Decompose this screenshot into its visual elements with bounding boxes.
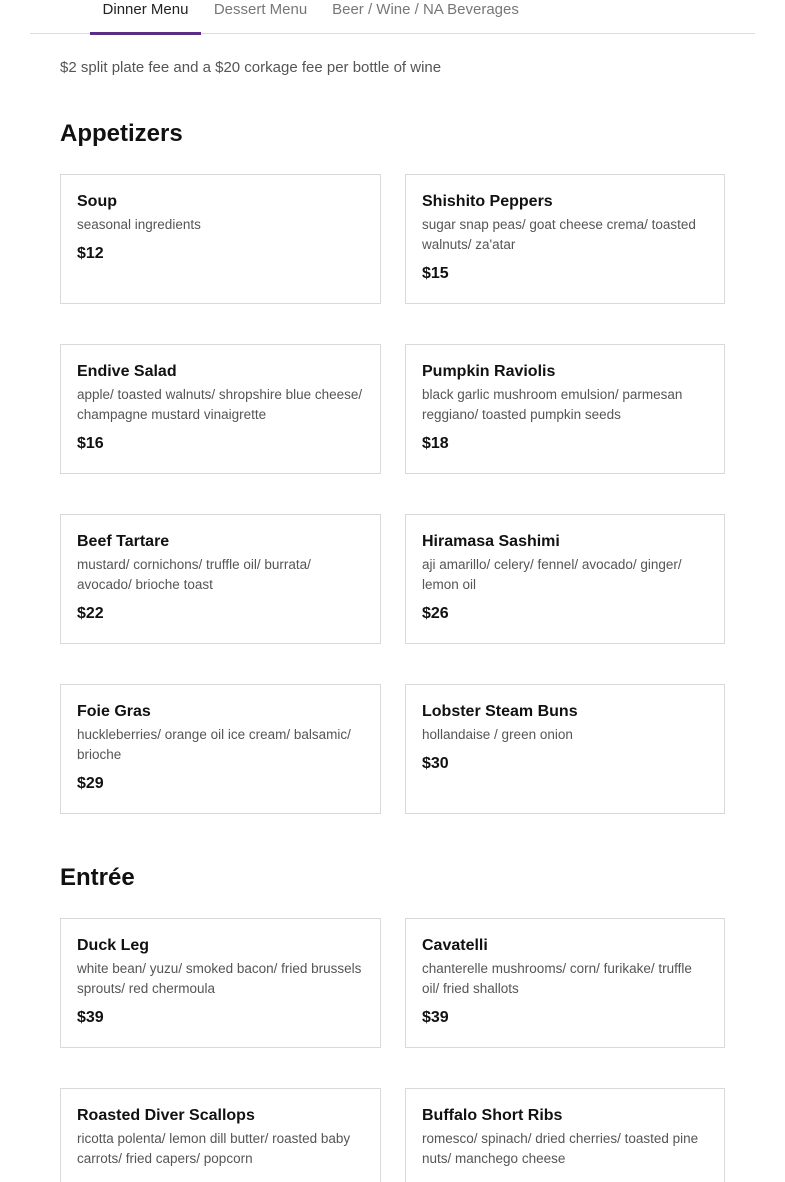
item-description: aji amarillo/ celery/ fennel/ avocado/ ginger/ lemon oil [422, 557, 682, 592]
item-name: Shishito Peppers [422, 193, 553, 210]
item-description: chanterelle mushrooms/ corn/ furikake/ truffle oil/ fried shallots [422, 961, 692, 996]
item-description: seasonal ingredients [77, 217, 201, 232]
item-name: Lobster Steam Buns [422, 703, 578, 720]
menu-item-card [405, 1088, 725, 1182]
item-description: huckleberries/ orange oil ice cream/ balsamic/ brioche [77, 727, 351, 762]
item-name: Foie Gras [77, 703, 151, 720]
item-description: black garlic mushroom emulsion/ parmesan reggiano/ toasted pumpkin seeds [422, 387, 683, 422]
tab-label: Dinner Menu [102, 1, 189, 18]
fee-note: $2 split plate fee and a $20 corkage fee per bottle of wine [60, 59, 442, 76]
item-price: $15 [422, 265, 449, 282]
menu-item-card [60, 514, 381, 644]
item-description: romesco/ spinach/ dried cherries/ toasted pine nuts/ manchego cheese [422, 1131, 699, 1166]
tab-label: Dessert Menu [213, 1, 308, 18]
menu-item-card [405, 344, 725, 474]
item-name: Pumpkin Raviolis [422, 363, 556, 380]
menu-item-card [60, 344, 381, 474]
item-name: Roasted Diver Scallops [77, 1107, 255, 1124]
item-name: Duck Leg [77, 937, 150, 954]
item-description: ricotta polenta/ lemon dill butter/ roasted baby carrots/ fried capers/ popcorn [77, 1131, 351, 1166]
section-title-appetizers: Appetizers [60, 120, 183, 147]
item-description: sugar snap peas/ goat cheese crema/ toasted walnuts/ za'atar [422, 217, 696, 252]
menu-item-card [405, 514, 725, 644]
item-price: $29 [77, 775, 104, 792]
item-name: Soup [77, 193, 117, 210]
item-description: hollandaise / green onion [422, 727, 573, 742]
item-name: Cavatelli [422, 937, 488, 954]
tab-beer-wine-na-beverages[interactable] [332, 0, 519, 34]
menu-item-card [405, 174, 725, 304]
tab-dinner-menu[interactable] [90, 0, 201, 34]
item-description: white bean/ yuzu/ smoked bacon/ fried brussels sprouts/ red chermoula [77, 961, 362, 996]
menu-tabs [30, 0, 755, 34]
item-price: $22 [77, 605, 104, 622]
menu-item-card [60, 918, 381, 1048]
item-price: $16 [77, 435, 104, 452]
item-price: $30 [422, 755, 449, 772]
menu-item-card [60, 174, 381, 304]
item-name: Hiramasa Sashimi [422, 533, 560, 550]
menu-item-card [60, 1088, 381, 1182]
item-price: $26 [422, 605, 449, 622]
item-price: $18 [422, 435, 449, 452]
menu-item-card [405, 684, 725, 814]
item-name: Buffalo Short Ribs [422, 1107, 563, 1124]
active-tab-indicator [90, 32, 201, 35]
tab-label: Beer / Wine / NA Beverages [332, 1, 519, 18]
section-title-entree: Entrée [60, 864, 135, 891]
item-name: Endive Salad [77, 363, 177, 380]
item-name: Beef Tartare [77, 533, 170, 550]
item-price: $39 [77, 1009, 104, 1026]
menu-item-card [60, 684, 381, 814]
menu-item-card [405, 918, 725, 1048]
item-description: apple/ toasted walnuts/ shropshire blue cheese/ champagne mustard vinaigrette [77, 387, 363, 422]
item-description: mustard/ cornichons/ truffle oil/ burrata/ avocado/ brioche toast [77, 557, 311, 592]
tab-dessert-menu[interactable] [213, 0, 308, 34]
item-price: $12 [77, 245, 104, 262]
item-price: $39 [422, 1009, 449, 1026]
